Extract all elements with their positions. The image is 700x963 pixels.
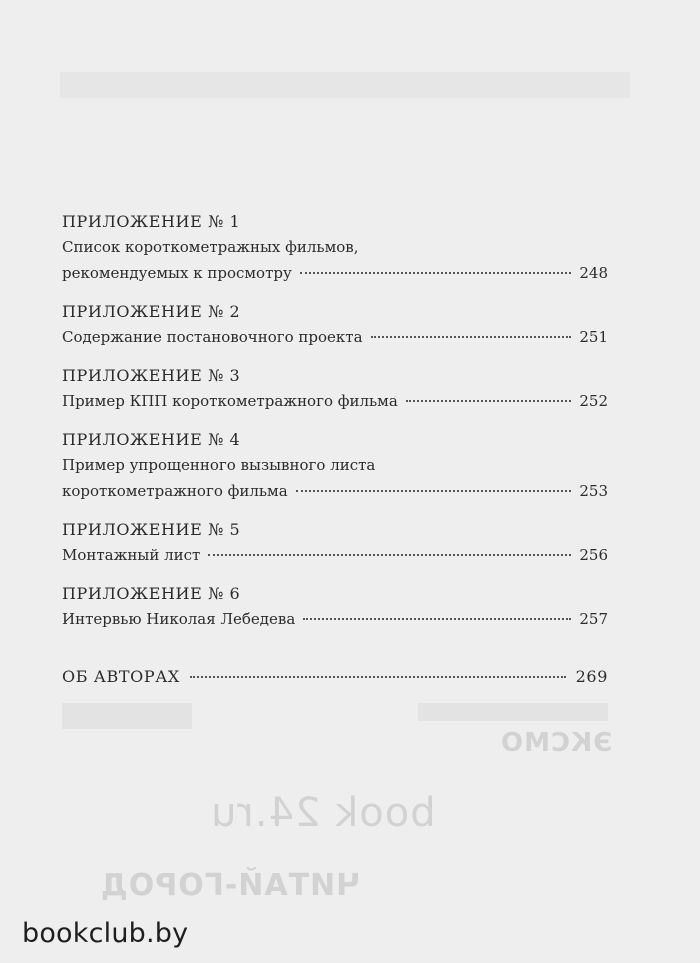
toc-section [62,210,608,286]
dot-leader [406,400,572,402]
toc-section [62,582,608,632]
showthrough-block-logo [418,703,608,721]
dot-leader [208,554,571,556]
toc-section [62,300,608,350]
page-number: 269 [575,667,608,686]
page-number: 252 [579,392,608,410]
showthrough-site-text: book 24.ru [210,790,436,836]
toc-section [62,428,608,504]
toc-section [62,364,608,414]
page-number: 248 [579,264,608,282]
appendix-heading: ПРИЛОЖЕНИЕ № 3 [62,366,241,385]
toc-entry-authors [62,664,608,690]
dot-leader [190,676,566,678]
dot-leader [300,272,572,274]
showthrough-block-barcode [62,703,192,729]
entry-title-line: Список короткометражных фильмов, [62,238,359,256]
table-of-contents [62,210,608,690]
toc-entry [62,324,608,350]
page-number: 253 [579,482,608,500]
authors-heading: ОБ АВТОРАХ [62,667,180,686]
appendix-heading: ПРИЛОЖЕНИЕ № 2 [62,302,241,321]
entry-title: Содержание постановочного проекта [62,328,363,346]
appendix-heading: ПРИЛОЖЕНИЕ № 5 [62,520,241,539]
showthrough-logo-text: ЭКСМО [500,728,613,758]
entry-title: Пример КПП короткометражного фильма [62,392,398,410]
entry-title: короткометражного фильма [62,482,288,500]
toc-entry [62,606,608,632]
toc-entry [62,542,608,568]
appendix-heading: ПРИЛОЖЕНИЕ № 4 [62,430,241,449]
page-number: 257 [579,610,608,628]
watermark-text: bookclub.by [22,918,189,949]
dot-leader [296,490,572,492]
page-number: 251 [579,328,608,346]
toc-entry [62,478,608,504]
entry-title: Монтажный лист [62,546,201,564]
entry-title: рекомендуемых к просмотру [62,264,292,282]
toc-section [62,518,608,568]
appendix-heading: ПРИЛОЖЕНИЕ № 1 [62,212,241,231]
entry-title: Интервью Николая Лебедева [62,610,296,628]
showthrough-block-top [60,72,630,98]
toc-entry [62,388,608,414]
toc-entry [62,260,608,286]
showthrough-store-text: ЧИТАЙ-ГОРОД [100,868,361,903]
appendix-heading: ПРИЛОЖЕНИЕ № 6 [62,584,241,603]
dot-leader [371,336,572,338]
dot-leader [303,618,571,620]
page-number: 256 [579,546,608,564]
entry-title-line: Пример упрощенного вызывного листа [62,456,376,474]
